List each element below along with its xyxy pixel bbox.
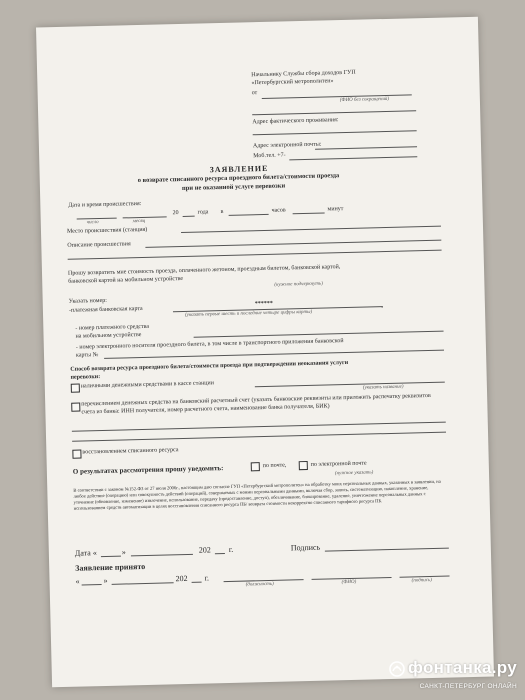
year-prefix: 20	[172, 210, 179, 217]
addressee-line1: Начальнику Службы сбора доходов ГУП	[251, 69, 356, 79]
application-form-paper	[36, 17, 494, 688]
request-hint: (нужное подчеркнуть)	[274, 281, 323, 288]
accepted-year-line	[192, 582, 202, 583]
from-line	[262, 94, 412, 99]
minutes-label: минут	[327, 206, 344, 213]
date-day-line	[101, 556, 121, 557]
date-g: г.	[228, 544, 234, 554]
card-no-label: карты №	[75, 352, 99, 359]
form-title: ЗАЯВЛЕНИЕ	[209, 163, 269, 175]
signature-label: Подпись	[290, 542, 321, 553]
notify-post-label: по почте,	[262, 462, 287, 470]
form-subtitle-2: при не оказанной услуге перевозки	[181, 182, 286, 192]
mobile-device-label: на мобильном устройстве	[75, 332, 142, 340]
method-title-1: Способ возврата ресурса проездного билета/стоимости проезда при подтверждении неоказания услуги	[70, 359, 349, 373]
watermark-brand-text: фонтанка.ру	[408, 658, 517, 677]
watermark-subtitle: САНКТ-ПЕТЕРБУРГ ОНЛАЙН	[419, 683, 517, 690]
day-hint: число	[86, 220, 99, 226]
description-label: Описание происшествия	[67, 241, 131, 249]
bank-card-label: -платежная банковская карта	[68, 305, 143, 314]
cash-checkbox[interactable]	[71, 384, 80, 393]
notify-label: О результатах рассмотрения прошу уведомить:	[72, 464, 224, 476]
watermark-brand	[389, 658, 517, 682]
restore-checkbox[interactable]	[72, 450, 81, 459]
notify-email-checkbox[interactable]	[299, 461, 308, 470]
notify-email-label: по электронной почте	[310, 460, 367, 468]
hours-label: часов	[271, 207, 286, 214]
place-label: Место происшествия (станция)	[66, 226, 148, 235]
date-year: 202	[198, 545, 211, 555]
date-year-line	[215, 553, 225, 554]
place-line	[181, 226, 441, 233]
time-in: в	[220, 208, 224, 216]
notify-hint: (нужное указать)	[334, 470, 374, 477]
mobile-line	[289, 156, 417, 160]
payment-means-label: - номер платежного средства	[75, 323, 150, 332]
accepted-open-quote: «	[75, 576, 80, 586]
method-title-2: перевозки:	[70, 374, 101, 381]
month-hint: месяц	[132, 218, 146, 225]
date-label: Дата «	[74, 548, 97, 558]
card-mask: ******	[254, 300, 273, 308]
from-line-2	[252, 110, 416, 115]
numbers-label: Указать номер:	[68, 297, 107, 305]
address-line	[253, 130, 417, 135]
accepted-year: 202	[175, 573, 188, 584]
transfer-checkbox[interactable]	[71, 403, 80, 412]
date-close: »	[121, 547, 126, 557]
electronic-carrier-label: - номер электронного носителя проездного билета, в том числе в транспортного приложения банковской	[75, 338, 344, 351]
description-line-1	[145, 240, 441, 248]
addressee-from: от	[251, 90, 258, 97]
consent-text: В соответствии с законом №152-ФЗ от 27 июля 2006г., настоящим даю согласие ГУП «Петербургский метрополитен» на обработку моих персональных данных, указанных в заявлении, на любое действие (операцию) или совокупность действий (операций), совершаемых с моими персональными данными, включая сбор, запись, систематизацию, накопление, хранение, уточнение (обновление, изменение) извлечение, использование, передачу (предоставление, доступ), обезличивание, блокирование, удаление, уничтожение персональных данных с использованием средств автоматизации в целях восстановления списанного ресурса ПБ/ возврата стоимости некорректно списанного тарифного ресурса ПБ.	[73, 478, 441, 511]
podpis-hint: (подпись)	[411, 577, 432, 584]
fontanka-watermark	[389, 658, 517, 690]
restore-label: восстановлением списанного ресурса	[82, 447, 179, 456]
email-label: Адрес электронной почты:	[252, 141, 322, 150]
station-line	[255, 382, 445, 388]
email-line	[315, 146, 417, 149]
accepted-close-quote: »	[103, 575, 108, 586]
transfer-label: перечислением денежных средства на банковский расчетный счет (указать банковские реквизиты или приложить распечатку реквизитов счета из банка: ИНН получателя, номер расчетного счета, наименование банка получателя, БИК)	[81, 392, 431, 416]
request-text-1: Прошу возвратить мне стоимость проезда, оплаченного жетоном, проездным билетом, банковской картой,	[67, 264, 341, 277]
card-no-line	[104, 350, 444, 359]
accepted-day-line	[82, 584, 102, 585]
notify-post-checkbox[interactable]	[251, 462, 260, 471]
payment-means-line	[194, 331, 444, 338]
accepted-g: г.	[204, 573, 210, 583]
cash-label: наличными денежными средствами в кассе станции	[80, 380, 214, 390]
station-hint: (указать название)	[362, 384, 404, 391]
fontanka-logo-icon	[389, 661, 405, 682]
addressee-line2: «Петербургский метрополитен»	[251, 78, 334, 87]
form-subtitle-1: о возврате списанного ресурса проездного билета/стоимости проезда	[137, 172, 340, 185]
date-month-line	[131, 554, 193, 557]
request-text-2: банковской картой на мобильном устройстве	[68, 275, 184, 285]
bank-card-hint: (указать первые шесть и последние четыре цифры карты)	[185, 309, 313, 318]
hours-line	[229, 214, 269, 216]
transfer-line-2	[72, 432, 446, 442]
description-line-2	[68, 250, 442, 260]
incident-datetime-label: Дата и время происшествия:	[68, 200, 142, 209]
fio-hint: (ФИО без сокращений)	[339, 96, 390, 104]
year-line	[183, 216, 195, 217]
position-hint: (должность)	[245, 581, 274, 588]
signature-line	[325, 548, 449, 552]
year-suffix: года	[197, 209, 209, 216]
transfer-line-1	[72, 422, 446, 432]
address-actual-label: Адрес фактического проживания:	[252, 117, 339, 126]
accepted-month-line	[112, 582, 174, 585]
fio-hint-bottom: (ФИО)	[341, 579, 357, 586]
accepted-label: Заявление принято	[75, 561, 146, 573]
minutes-line	[293, 213, 325, 215]
mobile-label: Моб.тел. +7-	[253, 152, 286, 160]
